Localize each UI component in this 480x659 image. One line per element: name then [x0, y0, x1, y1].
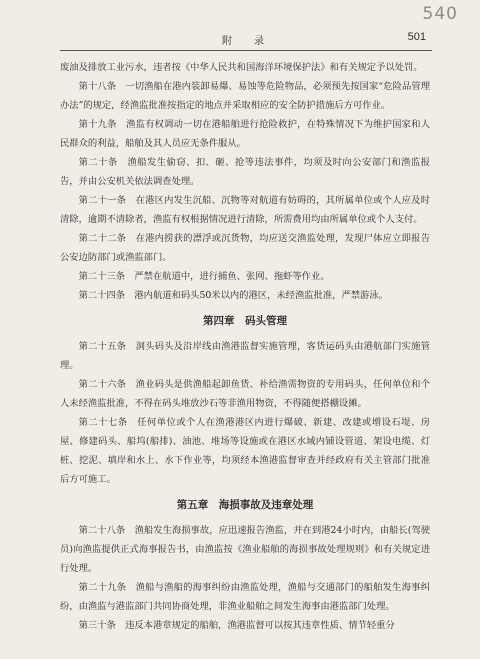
header-title: 附 录: [222, 36, 270, 47]
article-28: 第二十八条 渔船发生海损事故，应迅速报告渔监，并在到港24小时内，由船长(驾驶员)向渔监提供正式海事报告书，由渔监按《渔业船舶的海损事故处理规则》和有关规定进行处理。: [60, 525, 430, 574]
article-20: 第二十条 渔船发生偷窃、扣、砸、抢等违法事件，均须及时向公安部门和渔监报告，并由公安机关依法调查处理。: [60, 157, 430, 187]
body-text: [60, 58, 430, 635]
article-19: 第十九条 渔监有权调动一切在港船舶进行抢险救护，在特殊情况下为维护国家和人民群众的利益，船舶及其人员应无条件服从。: [60, 119, 430, 149]
page-number: 501: [407, 31, 426, 43]
article-26: 第二十六条 渔业码头是供渔船起卸鱼货、补给渔需物资的专用码头，任何单位和个人未经渔监批准，不得在码头堆放沙石等非渔用物资，不得随便搭棚设摊。: [60, 379, 430, 409]
chapter-5-heading: 第五章 海损事故及违章处理: [176, 499, 314, 511]
article-29: 第二十九条 渔船与渔船的海事纠纷由渔监处理，渔船与交通部门的船舶发生海事纠纷，由渔监与港监部门共同协商处理，非渔业船舶之间发生海事由港监部门处理。: [60, 582, 430, 612]
chapter-4-heading: 第四章 码头管理: [203, 315, 287, 327]
article-18: 第十八条 一切渔船在港内装卸易爆、易蚀等危险物品，必须预先按国家“危险品管理办法”的规定，经渔监批准按指定的地点并采取相应的安全防护措施后方可作业。: [60, 81, 430, 111]
article-22: 第二十二条 在港内捞获的漂浮或沉货物，均应送交渔监处理，发现尸体应立即报告公安边防部门或渔监部门。: [60, 233, 430, 263]
running-header: [60, 30, 432, 51]
article-30: 第三十条 违反本港章规定的船舶，渔港监督可以按其违章性质、情节轻重分: [78, 620, 395, 631]
article-25: 第二十五条 洞头码头及沿岸线由渔港监督实施管理，客货运码头由港航部门实施管理。: [60, 341, 430, 371]
article-27: 第二十七条 任何单位或个人在渔港港区内进行爆破、新建、改建或增设石堤、房屋、修建码头、船坞(船排)、油池、堆场等设施或在港区水域内铺设管道、架设电缆、灯桩、挖泥、填岸和水上、水下作业等，均须经本渔港监督审查并经政府有关主管部门批准后方可施工。: [60, 417, 430, 485]
article-24: 第二十四条 港内航道和码头50米以内的港区，未经渔监批准，严禁游泳。: [78, 290, 388, 301]
handwritten-page-number: 540: [422, 4, 458, 24]
paragraph: 废油及排放工业污水，违者按《中华人民共和国海洋环境保护法》和有关规定予以处罚。: [60, 62, 423, 73]
article-23: 第二十三条 严禁在航道中，进行捕鱼、张网、拖虾等作业。: [78, 271, 330, 282]
article-21: 第二十一条 在港区内发生沉船、沉物等对航道有妨碍的，其所属单位或个人应及时清除，逾期不清除者，渔监有权根据情况进行清除，所需费用均由所属单位或个人支付。: [60, 195, 430, 225]
